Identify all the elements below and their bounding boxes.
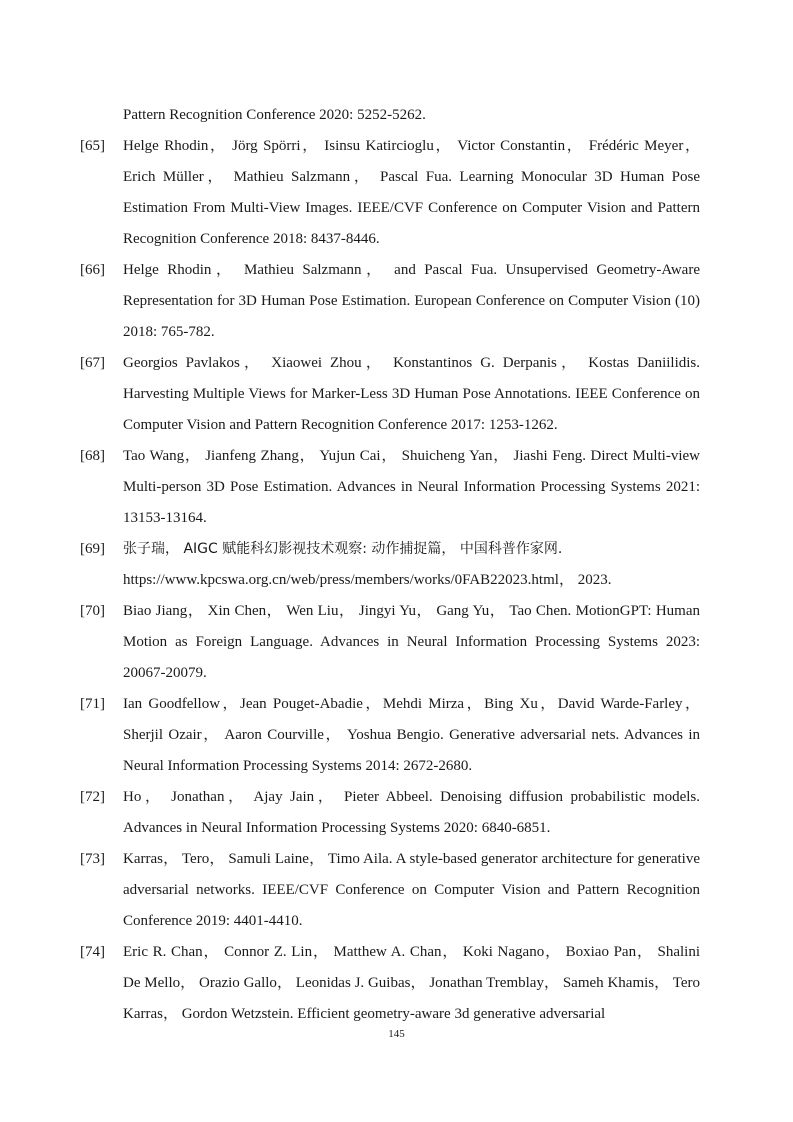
reference-71 — [80, 689, 700, 782]
reference-73 — [80, 844, 700, 937]
reference-number: [71] — [80, 696, 105, 712]
reference-number: [68] — [80, 448, 105, 464]
reference-72 — [80, 782, 700, 844]
reference-text: Ho， Jonathan， Ajay Jain， Pieter Abbeel. Denoising diffusion probabilistic models. Advances in Neural Information Processing Systems 2020: 6840-6851. — [123, 789, 700, 836]
reference-number: [72] — [80, 789, 105, 805]
reference-70 — [80, 596, 700, 689]
reference-text: Karras， Tero， Samuli Laine， Timo Aila. A style-based generator architecture for generative adversarial networks. IEEE/CVF Conference on Computer Vision and Pattern Recognition Conference 2019: 4401-4410. — [123, 851, 700, 929]
reference-69 — [80, 534, 700, 596]
reference-65 — [80, 131, 700, 255]
reference-66 — [80, 255, 700, 348]
reference-number: [69] — [80, 541, 105, 557]
reference-number: [66] — [80, 262, 105, 278]
page-number: 145 — [388, 1028, 405, 1040]
reference-text: Eric R. Chan， Connor Z. Lin， Matthew A. Chan， Koki Nagano， Boxiao Pan， Shalini De Mello， Orazio Gallo， Leonidas J. Guibas， Jonathan Tremblay， Sameh Khamis， Tero Karras， Gordon Wetzstein. Efficient geometry-aware 3d generative adversarial — [123, 944, 700, 1022]
reference-number: [67] — [80, 355, 105, 371]
reference-text: Ian Goodfellow，Jean Pouget-Abadie，Mehdi Mirza，Bing Xu，David Warde-Farley， Sherjil Ozair， Aaron Courville， Yoshua Bengio. Generative adversarial nets. Advances in Neural Information Processing Systems 2014: 2672-2680. — [123, 696, 700, 774]
reference-text: Tao Wang， Jianfeng Zhang， Yujun Cai， Shuicheng Yan， Jiashi Feng. Direct Multi-view Multi-person 3D Pose Estimation. Advances in Neural Information Processing Systems 2021: 13153-13164. — [123, 448, 700, 526]
reference-text-cjk: 张子瑞， AIGC 赋能科幻影视技术观察: 动作捕捉篇， 中国科普作家网. — [123, 541, 563, 557]
reference-text: Georgios Pavlakos， Xiaowei Zhou， Konstantinos G. Derpanis， Kostas Daniilidis. Harvesting Multiple Views for Marker-Less 3D Human Pose Annotations. IEEE Conference on Computer Vision and Pattern Recognition Conference 2017: 1253-1262. — [123, 355, 700, 433]
reference-number: [70] — [80, 603, 105, 619]
reference-list — [80, 131, 700, 1030]
reference-68 — [80, 441, 700, 534]
reference-number: [73] — [80, 851, 105, 867]
reference-74 — [80, 937, 700, 1030]
reference-text: Helge Rhodin， Mathieu Salzmann， and Pascal Fua. Unsupervised Geometry-Aware Representation for 3D Human Pose Estimation. European Conference on Computer Vision (10) 2018: 765-782. — [123, 262, 700, 340]
reference-number: [65] — [80, 138, 105, 154]
reference-number: [74] — [80, 944, 105, 960]
reference-url: https://www.kpcswa.org.cn/web/press/members/works/0FAB22023.html， 2023. — [123, 572, 612, 588]
reference-continuation-line: Pattern Recognition Conference 2020: 5252-5262. — [123, 107, 426, 123]
reference-text: Helge Rhodin， Jörg Spörri， Isinsu Katircioglu， Victor Constantin， Frédéric Meyer， Erich Müller， Mathieu Salzmann， Pascal Fua. Learning Monocular 3D Human Pose Estimation From Multi-View Images. IEEE/CVF Conference on Computer Vision and Pattern Recognition Conference 2018: 8437-8446. — [123, 138, 700, 247]
reference-67 — [80, 348, 700, 441]
reference-text: Biao Jiang， Xin Chen， Wen Liu， Jingyi Yu， Gang Yu， Tao Chen. MotionGPT: Human Motion as Foreign Language. Advances in Neural Information Processing Systems 2023: 20067-20079. — [123, 603, 700, 681]
